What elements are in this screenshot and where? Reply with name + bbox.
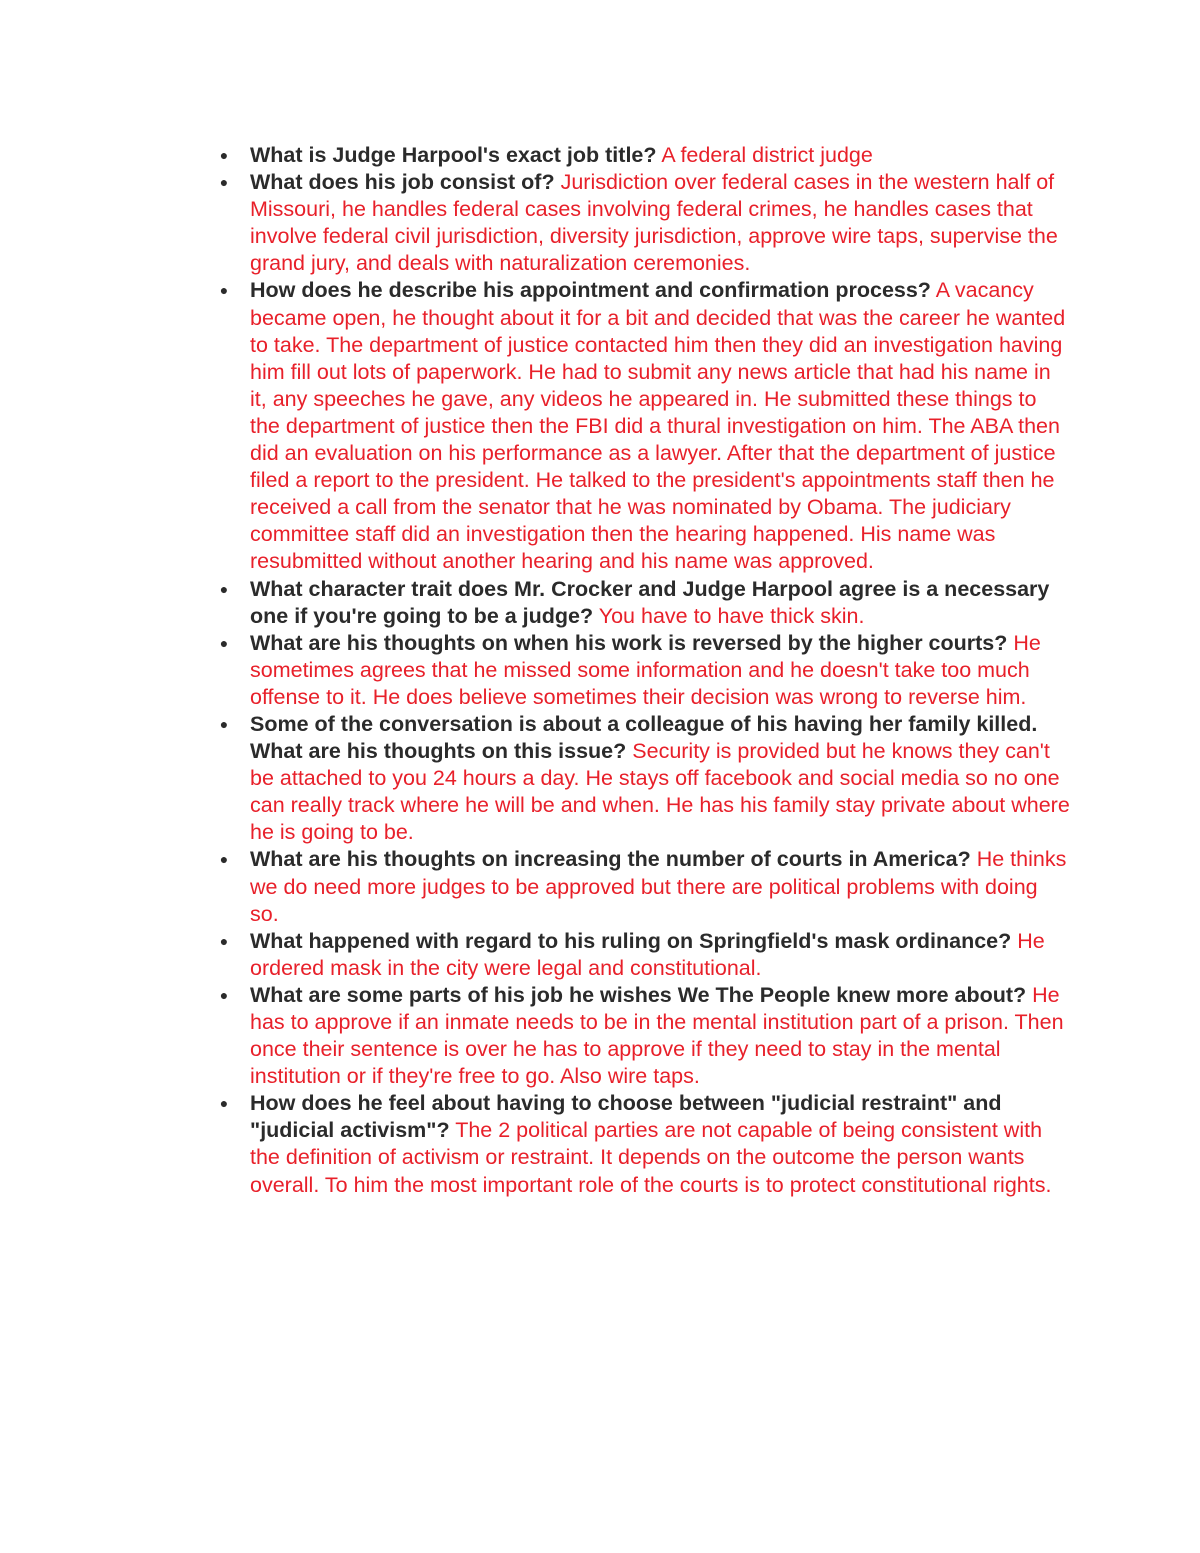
question-text: What character trait does Mr. Crocker and Judge Harpool agree is a necessary one if you're going to be a judge? — [250, 576, 1050, 628]
answer-text: Jurisdiction over federal cases in the western half of Missouri, he handles federal cases involving federal crimes, he handles cases that involve federal civil jurisdiction, diversity jurisdiction, approve wire taps, supervise the grand jury, and deals with naturalization ceremonies. — [250, 170, 1058, 276]
bullet-icon: ● — [219, 580, 229, 597]
question-text: How does he describe his appointment and confirmation process? — [250, 278, 931, 303]
qa-item-more-courts — [219, 846, 1070, 927]
qa-list — [219, 142, 1070, 1199]
qa-item-job-title — [219, 142, 1070, 169]
bullet-icon: ● — [219, 174, 229, 191]
answer-text: He ordered mask in the city were legal and constitutional. — [250, 928, 1045, 980]
bullet-icon: ● — [219, 147, 229, 163]
bullet-icon: ● — [219, 1095, 229, 1112]
question-text: How does he feel about having to choose between "judicial restraint" and "judicial activism"? — [250, 1091, 1002, 1143]
answer-text: The 2 political parties are not capable of being consistent with the definition of activism or restraint. It depends on the outcome the person wants overall. To him the most important role of the courts is to protect constitutional rights. — [250, 1118, 1052, 1197]
answer-text: Security is provided but he knows they can't be attached to you 24 hours a day. He stays off facebook and social media so no one can really track where he will be and when. He has his family stay private about where he is going to be. — [250, 739, 1070, 845]
qa-item-security — [219, 711, 1070, 846]
question-text: What are some parts of his job he wishes We The People knew more about? — [250, 982, 1027, 1007]
qa-item-appointment-process — [219, 277, 1070, 575]
qa-item-reversals — [219, 630, 1070, 711]
qa-item-character-trait — [219, 576, 1070, 630]
qa-item-mask-ordinance — [219, 928, 1070, 982]
answer-text: He has to approve if an inmate needs to be in the mental institution part of a prison. Then once their sentence is over he has to approve if they need to stay in the mental institution or if they're free to go. Also wire taps. — [250, 982, 1064, 1089]
question-text: What are his thoughts on when his work is reversed by the higher courts? — [250, 630, 1008, 655]
qa-item-restraint-activism — [219, 1090, 1070, 1198]
bullet-icon: ● — [219, 282, 229, 299]
answer-text: A federal district judge — [661, 143, 873, 167]
bullet-icon: ● — [219, 634, 229, 651]
qa-item-job-duties — [219, 169, 1070, 277]
qa-item-job-parts — [219, 982, 1070, 1090]
question-text: What happened with regard to his ruling on Springfield's mask ordinance? — [250, 928, 1012, 953]
question-text: What is Judge Harpool's exact job title? — [250, 143, 657, 167]
question-text: What are his thoughts on increasing the number of courts in America? — [250, 847, 971, 872]
question-text: What does his job consist of? — [250, 170, 555, 195]
answer-text: You have to have thick skin. — [598, 603, 865, 628]
bullet-icon: ● — [219, 715, 229, 732]
answer-text: He sometimes agrees that he missed some information and he doesn't take too much offense to it. He does believe sometimes their decision was wrong to reverse him. — [250, 630, 1041, 709]
bullet-icon: ● — [219, 932, 229, 949]
answer-text: A vacancy became open, he thought about it for a bit and decided that was the career he wanted to take. The department of justice contacted him then they did an investigation having him fill out lots of paperwork. He had to submit any news article that had his name in it, any speeches he gave, any videos he appeared in. He submitted these things to the department of justice then the FBI did a thural investigation on him. The ABA then did an evaluation on his performance as a lawyer. After that the department of justice filed a report to the president. He talked to the president's appointments staff then he received a call from the senator that he was nominated by Obama. The judiciary committee staff did an investigation then the hearing happened. His name was resubmitted without another hearing and his name was approved. — [250, 278, 1066, 574]
bullet-icon: ● — [219, 986, 229, 1003]
answer-text: He thinks we do need more judges to be approved but there are political problems with doing so. — [250, 847, 1067, 926]
question-text: Some of the conversation is about a colleague of his having her family killed. What are his thoughts on this issue? — [250, 711, 1038, 764]
bullet-icon: ● — [219, 851, 229, 868]
